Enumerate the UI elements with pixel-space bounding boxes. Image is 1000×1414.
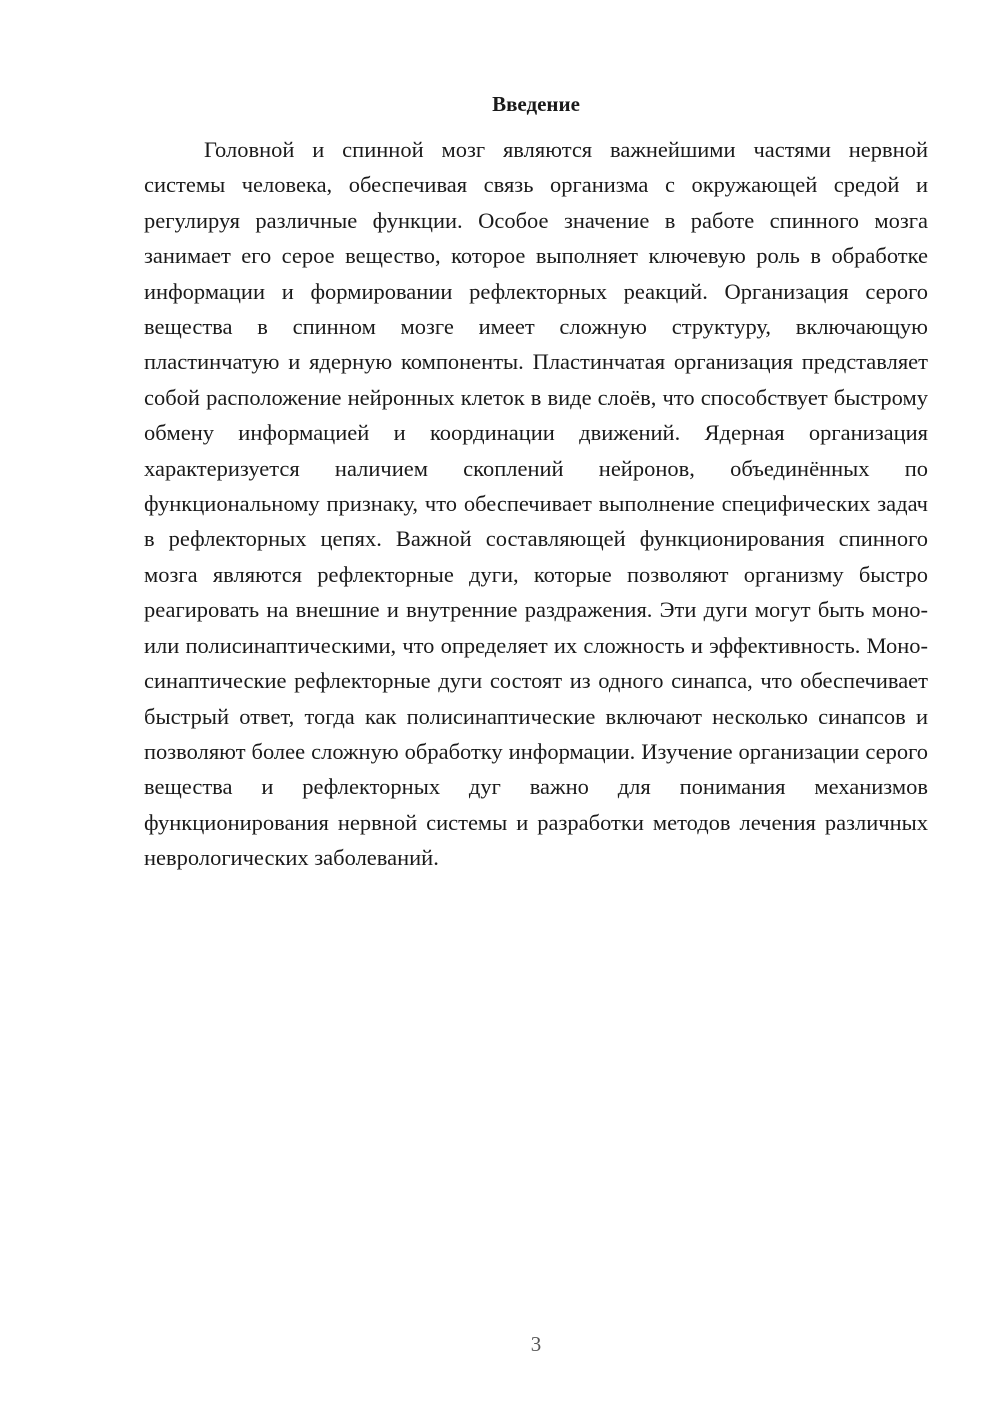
section-title: Введение — [492, 92, 580, 116]
page-content — [144, 90, 928, 876]
body-paragraph: Головной и спинной мозг являются важнейшими частями нервной системы человека, обеспечивая связь организма с окружающей средой и регулируя различные функции. Особое значение в работе спинного мозга занимает его серое вещество, которое выполняет ключевую роль в обработке информации и формировании рефлекторных реакций. Организация серого вещества в спинном мозге имеет сложную структуру, включающую пластинчатую и ядерную компоненты. Пластинчатая организация представляет собой расположение нейронных клеток в виде слоёв, что способствует быстрому обмену информацией и координации движений. Ядерная организация характеризуется наличием скоплений нейронов, объединённых по функциональному признаку, что обеспечивает выполнение специфических задач в рефлекторных цепях. Важной составляющей функционирования спинного мозга являются рефлекторные дуги, которые позволяют организму быстро реагировать на внешние и внутренние раздражения. Эти дуги могут быть моно- или полисинаптическими, что определяет их сложность и эффективность. Моно-синаптические рефлекторные дуги состоят из одного синапса, что обеспечивает быстрый ответ, тогда как полисинаптические включают несколько синапсов и позволяют более сложную обработку информации. Изучение организации серого вещества и рефлекторных дуг важно для понимания механизмов функционирования нервной системы и разработки методов лечения различных неврологических заболеваний. — [144, 137, 928, 871]
page-number: 3 — [530, 1332, 542, 1356]
